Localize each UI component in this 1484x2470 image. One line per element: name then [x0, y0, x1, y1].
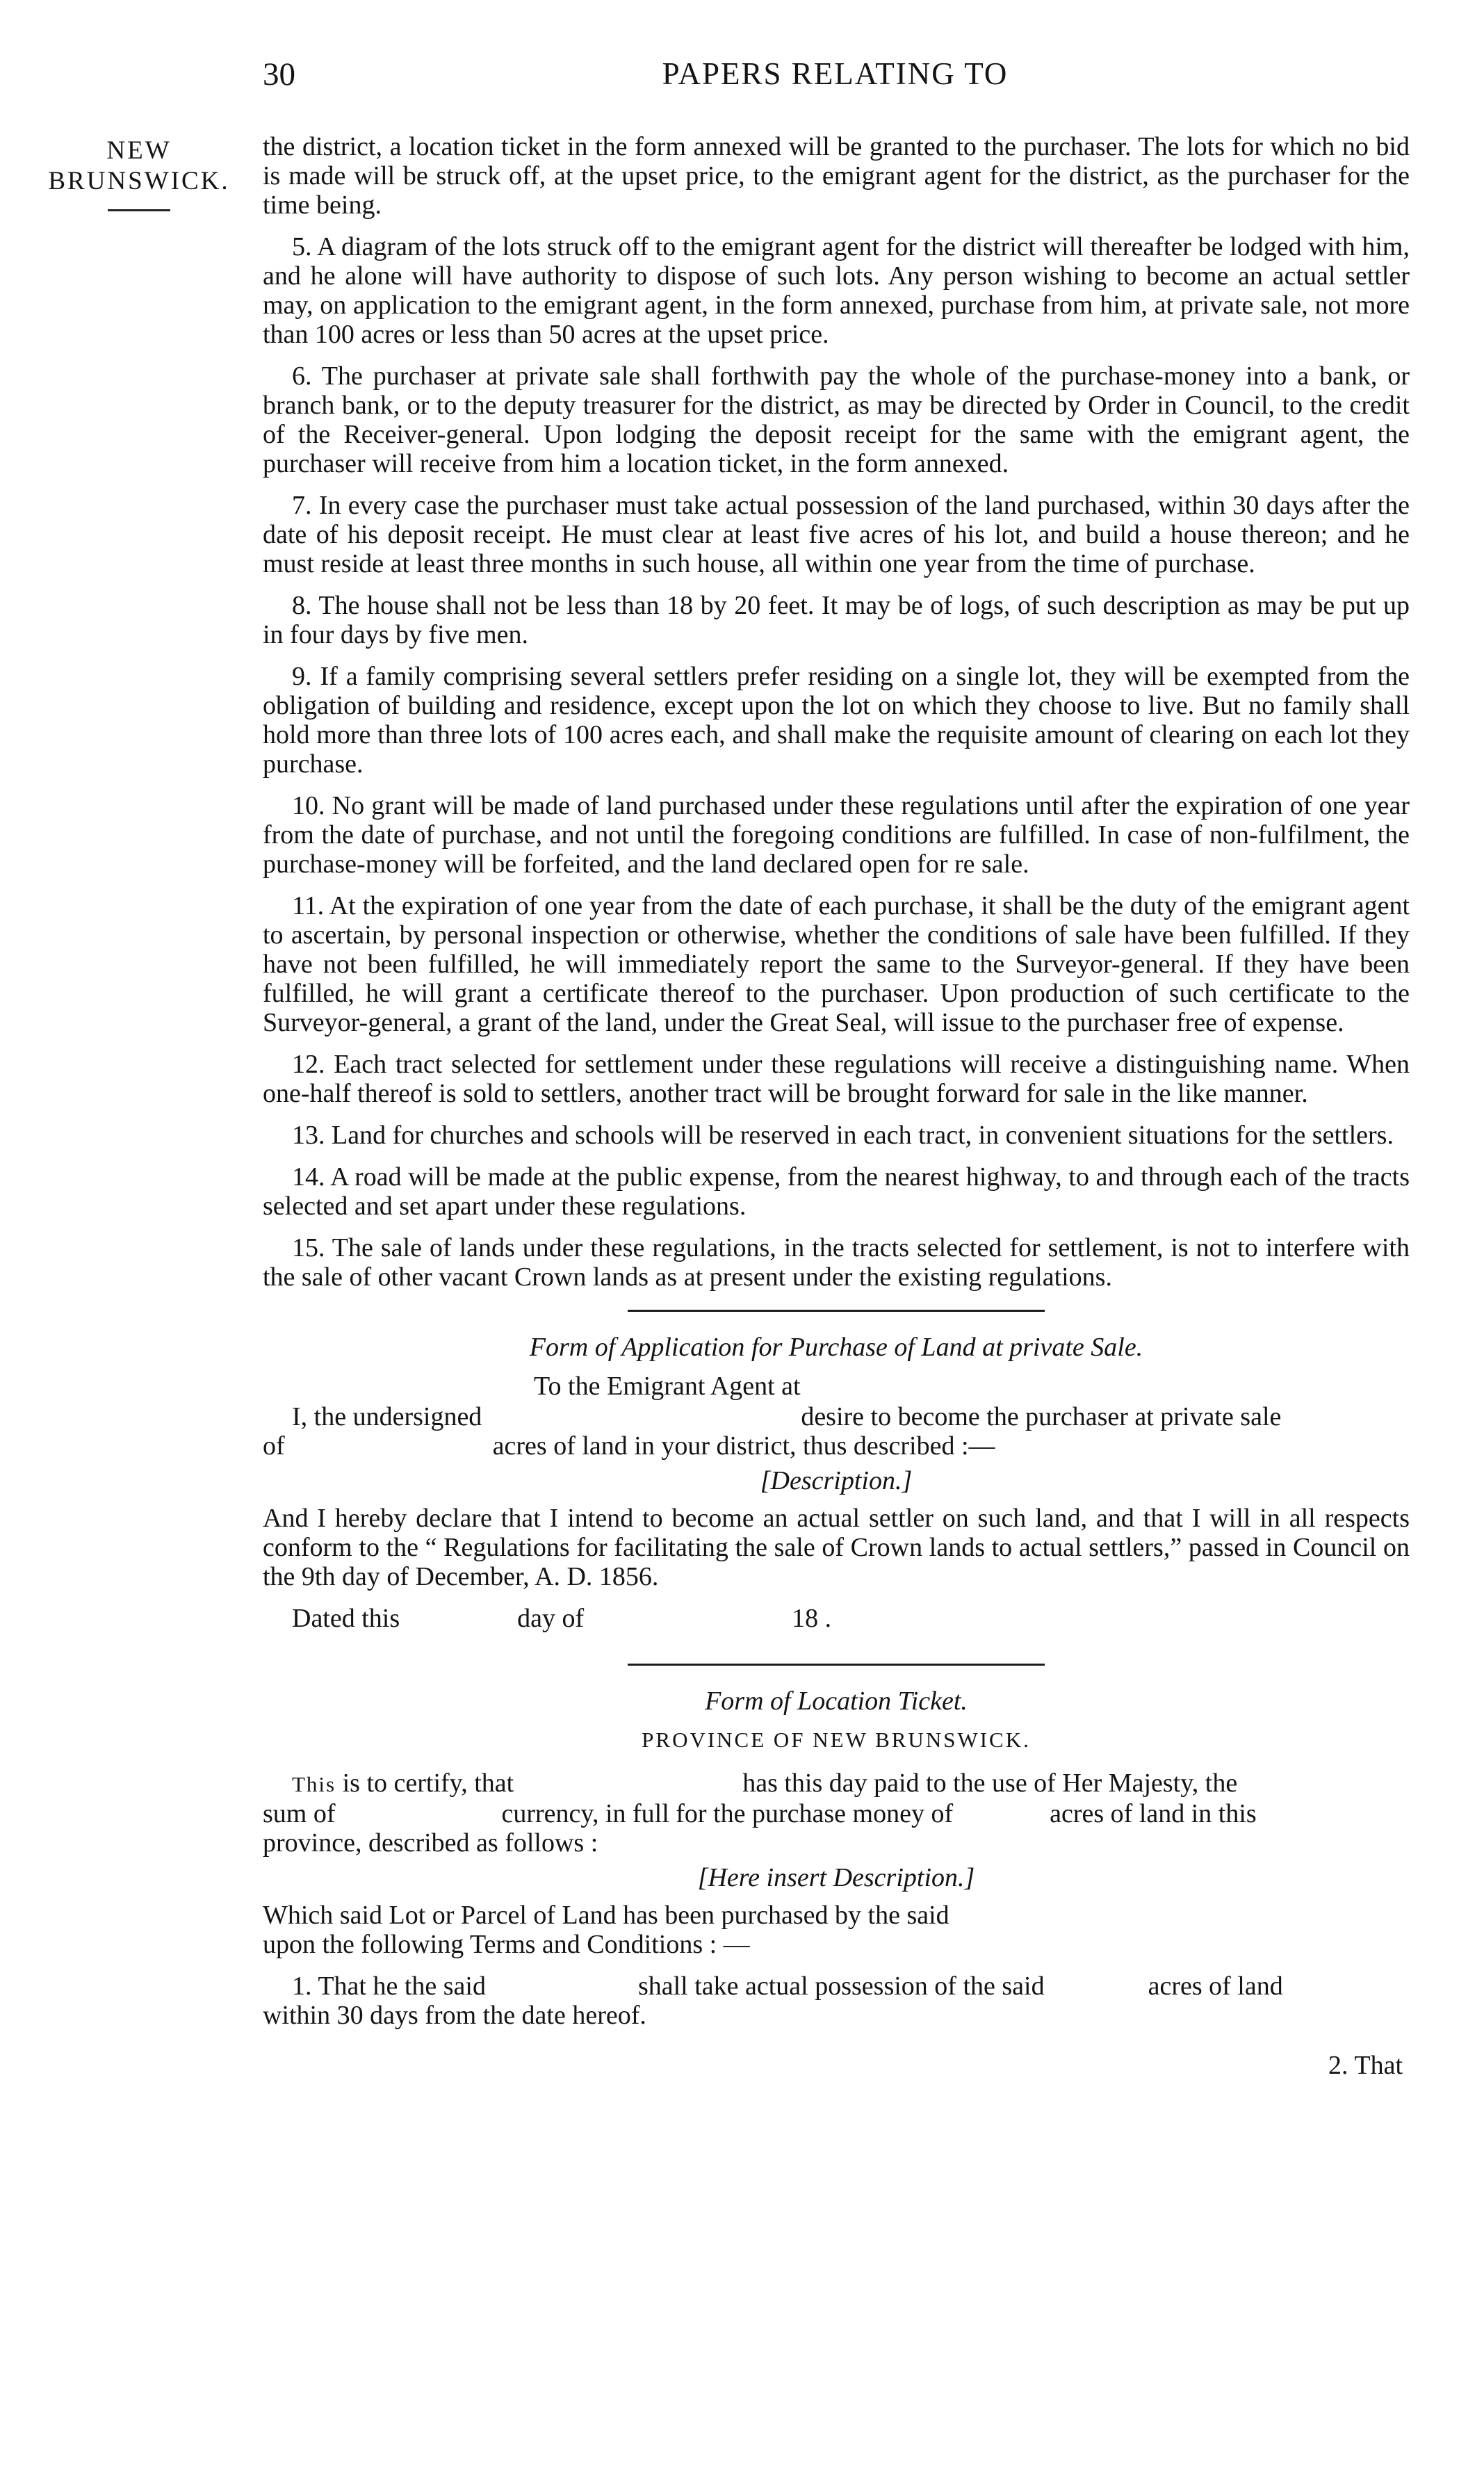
body-text — [263, 132, 1410, 2106]
paragraph-11: 11. At the expiration of one year from the date of each purchase, it shall be the duty of the emigrant agent to ascertain, by personal inspection or otherwise, whether the conditions of sale have been fulfilled. If they have not been fulfilled, he will immediately report the same to the Surveyor-general. If they have been fulfilled, he will grant a certificate thereof to the purchaser. Upon production of such certificate to the Surveyor-general, a grant of the land, under the Great Seal, will issue to the purchaser free of expense. — [263, 891, 1410, 1037]
acres-in-province-text: acres of land in this — [1050, 1799, 1257, 1828]
paragraph-13: 13. Land for churches and schools will be reserved in each tract, in convenient situations for the settlers. — [292, 1121, 1394, 1150]
paragraph-7: 7. In every case the purchaser must take actual possession of the land purchased, within 30 days after the date of his deposit receipt. He must clear at least five acres of his lot, and build a house thereon; and he must reside at least three months in such house, all within one year from the time of purchase. — [263, 491, 1410, 578]
certify-text: is to certify, that — [342, 1769, 514, 1798]
year-text: 18 . — [792, 1604, 832, 1633]
margin-rule — [108, 209, 170, 211]
paragraph-9: 9. If a family comprising several settlers prefer residing on a single lot, they will be exempted from the obligation of building and residence, except upon the lot on which they choose to live. But no family shall hold more than three lots of 100 acres each, and shall make the requisite amount of clearing on each lot they purchase. — [263, 662, 1410, 779]
dated-this-text: Dated this — [292, 1604, 400, 1633]
this-smallcaps: This — [292, 1772, 336, 1796]
insert-description-text: [Here insert Description.] — [697, 1863, 975, 1892]
paragraph-5: 5. A diagram of the lots struck off to the emigrant agent for the district will thereafter be lodged with him, and he alone will have authority to dispose of such lots. Any person wishing to become an actual settler may, on application to the emigrant agent, in the form annexed, purchase from him, at private sale, not more than 100 acres or less than 50 acres at the upset price. — [263, 232, 1410, 349]
province-described-line: province, described as follows : — [263, 1828, 598, 1858]
description-text: [Description.] — [760, 1466, 913, 1495]
acres-line — [263, 1431, 1410, 1461]
description-placeholder — [263, 1466, 1410, 1495]
purchaser-text: desire to become the purchaser at private sale — [801, 1402, 1282, 1431]
dated-line — [263, 1604, 1410, 1633]
margin-note-line1: NEW — [106, 136, 172, 165]
application-form — [263, 1333, 1410, 1633]
sum-line — [263, 1799, 1410, 1828]
condition-1-line — [263, 1972, 1410, 2001]
condition-1-text-c: acres of land — [1148, 1972, 1283, 2001]
day-of-text: day of — [517, 1604, 585, 1633]
section-divider — [628, 1310, 1045, 1312]
terms-line: upon the following Terms and Conditions : — — [263, 1930, 750, 1959]
margin-note — [35, 136, 243, 211]
location-ticket-title: Form of Location Ticket. — [705, 1687, 968, 1716]
margin-note-line2: BRUNSWICK. — [48, 167, 230, 195]
condition-1-text-a: 1. That he the said — [292, 1972, 486, 2001]
acres-text: acres of land in your district, thus described :— — [492, 1431, 995, 1461]
paragraph-15: 15. The sale of lands under these regulations, in the tracts selected for settlement, is not to interfere with the sale of other vacant Crown lands as at present under the existing regulations. — [263, 1233, 1410, 1292]
condition-1-continued: within 30 days from the date hereof. — [263, 2001, 646, 2030]
currency-text: currency, in full for the purchase money of — [501, 1799, 954, 1828]
which-said-line: Which said Lot or Parcel of Land has been purchased by the said — [263, 1901, 949, 1930]
paragraph-14: 14. A road will be made at the public expense, from the nearest highway, to and through each of the tracts selected and set apart under these regulations. — [263, 1162, 1410, 1221]
paragraph-12: 12. Each tract selected for settlement under these regulations will receive a distinguishing name. When one-half thereof is sold to settlers, another tract will be brought forward for sale in the like manner. — [263, 1050, 1410, 1108]
sum-of-text: sum of — [263, 1799, 336, 1828]
catchword: 2. That — [1328, 2051, 1403, 2080]
province-heading: PROVINCE OF NEW BRUNSWICK. — [642, 1728, 1031, 1752]
paragraph-continued: the district, a location ticket in the form annexed will be granted to the purchaser. The lots for which no bid is made will be struck off, at the upset price, to the emigrant agent for the district, as the purchaser for the time being. — [263, 132, 1410, 220]
paragraph-10: 10. No grant will be made of land purchased under these regulations until after the expiration of one year from the date of purchase, and not until the foregoing conditions are fulfilled. In case of non-fulfilment, the purchase-money will be forfeited, and the land declared open for re sale. — [263, 791, 1410, 879]
page-header — [0, 56, 1484, 111]
section-divider — [628, 1664, 1045, 1666]
declaration-paragraph: And I hereby declare that I intend to become an actual settler on such land, and that I will in all respects conform to the “ Regulations for facilitating the sale of Crown lands to actual settlers,” passed in Council on the 9th day of December, A. D. 1856. — [263, 1504, 1410, 1591]
certify-line — [263, 1769, 1410, 1799]
running-title: PAPERS RELATING TO — [662, 56, 1009, 91]
application-form-title: Form of Application for Purchase of Land at private Sale. — [529, 1333, 1143, 1362]
paragraph-8: 8. The house shall not be less than 18 by 20 feet. It may be of logs, of such description as may be put up in four days by five men. — [263, 591, 1410, 649]
condition-1-text-b: shall take actual possession of the said — [637, 1972, 1045, 2001]
insert-description-placeholder — [263, 1863, 1410, 1892]
page-number: 30 — [263, 56, 295, 92]
location-ticket-form — [263, 1687, 1410, 2080]
addressee-line: To the Emigrant Agent at — [534, 1372, 801, 1401]
paid-text: has this day paid to the use of Her Majesty, the — [742, 1769, 1238, 1798]
undersigned-text: I, the undersigned — [292, 1402, 482, 1431]
paragraph-6: 6. The purchaser at private sale shall forthwith pay the whole of the purchase-money into a bank, or branch bank, or to the deputy treasurer for the district, as may be directed by Order in Council, to the credit of the Receiver-general. Upon lodging the deposit receipt for the same with the emigrant agent, the purchaser will receive from him a location ticket, in the form annexed. — [263, 361, 1410, 478]
of-text: of — [263, 1431, 285, 1461]
undersigned-line — [263, 1402, 1410, 1431]
